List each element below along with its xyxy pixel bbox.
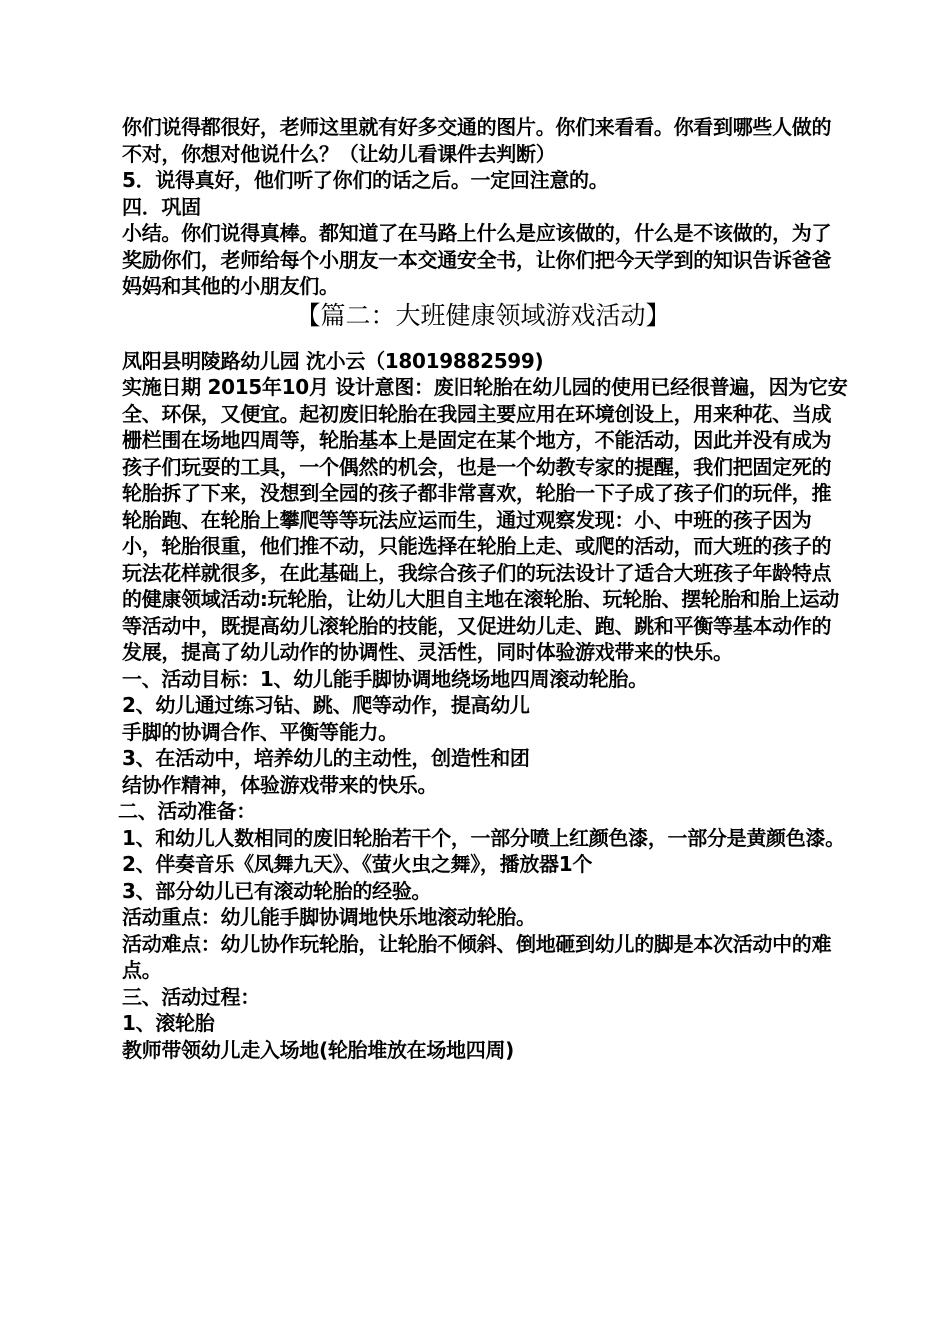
section-title: 【篇二：大班健康领域游戏活动】 — [295, 300, 671, 330]
difficulty-point: 活动难点：幼儿协作玩轮胎，让轮胎不倾斜、倒地砸到幼儿的脚是本次活动中的难点。 — [122, 931, 832, 982]
step-1-text: 教师带领幼儿走入场地(轮胎堆放在场地四周) — [122, 1037, 514, 1062]
goal-3-line-2: 结协作精神，体验游戏带来的快乐。 — [122, 772, 438, 797]
prep-2: 2、伴奏音乐《凤舞九天》、《萤火虫之舞》，播放器1个 — [122, 852, 593, 876]
goal-1: 一、活动目标：1、幼儿能手脚协调地绕场地四周滚动轮胎。 — [122, 666, 648, 691]
document-page — [118, 114, 848, 1063]
prep-1: 1、和幼儿人数相同的废旧轮胎若干个，一部分喷上红颜色漆，一部分是黄颜色漆。 — [122, 825, 845, 850]
goal-3-line-1: 3、在活动中，培养幼儿的主动性，创造性和团 — [122, 746, 530, 770]
key-point: 活动重点：幼儿能手脚协调地快乐地滚动轮胎。 — [122, 905, 536, 929]
step-1-heading: 1、滚轮胎 — [122, 1011, 215, 1035]
design-paragraph: 实施日期 2015年10月 设计意图：废旧轮胎在幼儿园的使用已经很普遍，因为它安全、环保，又便宜。起初废旧轮胎在我园主要应用在环境创设上，用来种花、当成栅栏围在场地四周等，轮胎基本上是固定在某个地方，不能活动，因此并没有成为孩子们玩耍的工具，一个偶然的机会，也是一个幼教专家的提醒，我们把固定死的轮胎拆了下来，没想到全园的孩子都非常喜欢，轮胎一下子成了孩子们的玩伴，推轮胎跑、在轮胎上攀爬等等玩法应运而生，通过观察发现：小、中班的孩子因为小，轮胎很重，他们推不动，只能选择在轮胎上走、或爬的活动，而大班的孩子的玩法花样就很多，在此基础上，我综合孩子们的玩法设计了适合大班孩子年龄特点的健康领域活动:玩轮胎，让幼儿大胆自主地在滚轮胎、玩轮胎、摆轮胎和胎上运动等活动中，既提高幼儿滚轮胎的技能，又促进幼儿走、跑、跳和平衡等基本动作的发展，提高了幼儿动作的协调性、灵活性，同时体验游戏带来的快乐。 — [122, 375, 848, 664]
prep-3: 3、部分幼儿已有滚动轮胎的经验。 — [122, 878, 432, 903]
goal-2-line-1: 2、幼儿通过练习钻、跳、爬等动作，提高幼儿 — [122, 693, 530, 717]
author-line: 凤阳县明陵路幼儿园 沈小云（18019882599) — [122, 348, 544, 373]
process-heading: 三、活动过程： — [122, 984, 260, 1009]
prep-heading: 二、活动准备： — [118, 799, 256, 823]
heading-consolidate: 四．巩固 — [122, 194, 201, 219]
paragraph-summary: 小结。你们说得真棒。都知道了在马路上什么是应该做的，什么是不该做的，为了奖励你们，老师给每个小朋友一本交通安全书，让你们把今天学到的知识告诉爸爸妈妈和其他的小朋友们。 — [122, 221, 832, 298]
paragraph-intro: 你们说得都很好，老师这里就有好多交通的图片。你们来看看。你看到哪些人做的不对，你想对他说什么？（让幼儿看课件去判断） — [122, 115, 832, 166]
paragraph-step5: 5．说得真好，他们听了你们的话之后。一定回注意的。 — [122, 168, 609, 192]
goal-2-line-2: 手脚的协调合作、平衡等能力。 — [122, 719, 398, 744]
